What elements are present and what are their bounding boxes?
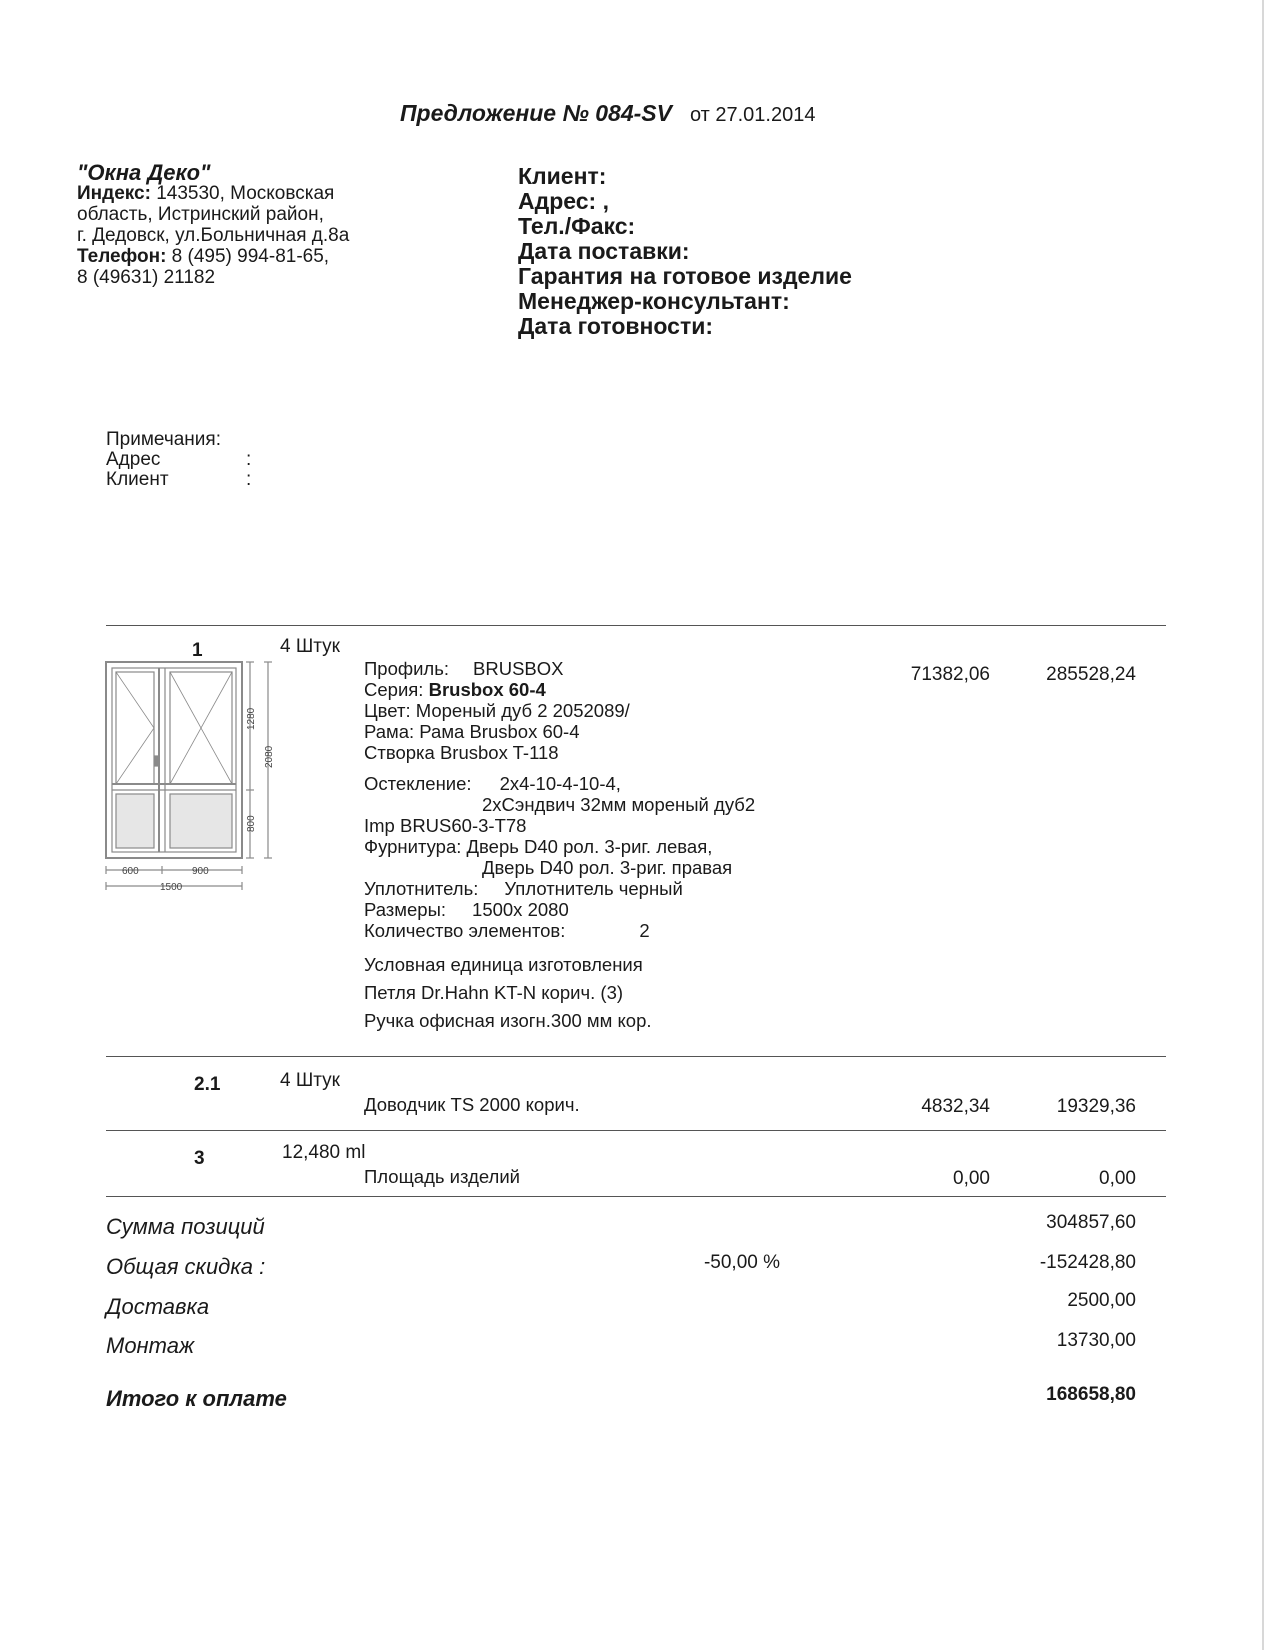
client-field: Адрес: , <box>518 188 609 214</box>
count-line: Количество элементов: 2 <box>364 920 650 941</box>
scan-edge <box>1262 0 1264 1650</box>
company-phone-line: 8 (49631) 21182 <box>77 267 216 288</box>
item-unit-price: 4832,34 <box>921 1096 990 1117</box>
dim-label: 800 <box>246 815 257 832</box>
dim-label: 900 <box>192 866 209 877</box>
spec-line: Створка Brusbox T-118 <box>364 742 559 763</box>
company-block <box>77 162 349 288</box>
offer-date: от 27.01.2014 <box>689 104 816 126</box>
spec-line: Рама: Рама Brusbox 60-4 <box>364 721 580 742</box>
item-description: Доводчик TS 2000 корич. <box>364 1094 580 1115</box>
offer-number: Предложение № 084-SV <box>400 100 672 126</box>
table-divider <box>106 625 1166 626</box>
item-number: 2.1 <box>194 1074 221 1095</box>
glazing-line-2: 2хСэндвич 32мм мореный дуб2 <box>482 794 756 815</box>
item-quantity: 4 Штук <box>280 1070 340 1091</box>
item-unit-price: 0,00 <box>953 1168 990 1189</box>
seal-line: Уплотнитель: Уплотнитель черный <box>364 878 683 899</box>
profile-line: Профиль: BRUSBOX <box>364 658 564 679</box>
company-address-line: область, Истринский район, <box>77 204 324 225</box>
dim-label: 2080 <box>264 745 275 768</box>
extra-line: Условная единица изготовления <box>364 954 643 975</box>
notes-row: Адрес : <box>106 449 252 470</box>
item-description: Площадь изделий <box>364 1166 521 1187</box>
install-value: 13730,00 <box>1056 1330 1136 1351</box>
client-field: Дата готовности: <box>518 313 714 339</box>
table-divider <box>106 1196 1166 1197</box>
window-drawing <box>104 660 294 900</box>
extra-line: Петля Dr.Hahn KT-N корич. (3) <box>364 982 624 1003</box>
imp-line: Imp BRUS60-3-T78 <box>364 815 527 836</box>
install-label: Монтаж <box>106 1333 195 1358</box>
discount-label: Общая скидка : <box>106 1254 266 1279</box>
client-field: Гарантия на готовое изделие <box>518 263 852 289</box>
item-description <box>364 658 755 1035</box>
client-field: Тел./Факс: <box>518 213 636 239</box>
spec-line: Цвет: Мореный дуб 2 2052089/ <box>364 700 630 721</box>
fittings-line-2: Дверь D40 рол. 3-риг. правая <box>482 857 733 878</box>
item-total: 285528,24 <box>1046 664 1136 685</box>
delivery-label: Доставка <box>106 1294 210 1319</box>
item-number: 1 <box>192 640 203 661</box>
discount-percent: -50,00 % <box>703 1252 780 1273</box>
company-index: Индекс: 143530, Московская <box>77 183 335 204</box>
sum-label: Сумма позиций <box>106 1214 265 1239</box>
dim-label: 1500 <box>160 882 183 893</box>
dim-label: 600 <box>122 866 139 877</box>
document-title <box>400 100 815 127</box>
sum-value: 304857,60 <box>1046 1212 1136 1233</box>
notes-row: Клиент : <box>106 469 252 490</box>
glazing-line: Остекление: 2x4-10-4-10-4, <box>364 773 621 794</box>
grand-total-label: Итого к оплате <box>106 1386 287 1411</box>
company-phone: Телефон: 8 (495) 994-81-65, <box>77 246 330 267</box>
item-total: 19329,36 <box>1056 1096 1136 1117</box>
client-field: Клиент: <box>518 163 607 189</box>
grand-total-value: 168658,80 <box>1046 1384 1136 1405</box>
client-block <box>518 164 852 339</box>
company-address-line: г. Дедовск, ул.Больничная д.8а <box>77 225 350 246</box>
client-field: Менеджер-консультант: <box>518 288 790 314</box>
notes-block <box>106 430 251 490</box>
item-number: 3 <box>194 1148 205 1169</box>
series-line: Серия: Brusbox 60-4 <box>364 679 546 700</box>
sizes-line: Размеры: 1500x 2080 <box>364 899 569 920</box>
item-total: 0,00 <box>1099 1168 1136 1189</box>
table-divider <box>106 1056 1166 1057</box>
notes-title: Примечания: <box>106 429 221 450</box>
table-divider <box>106 1130 1166 1131</box>
extra-line: Ручка офисная изогн.300 мм кор. <box>364 1010 652 1031</box>
company-name: "Окна Деко" <box>77 160 211 185</box>
discount-value: -152428,80 <box>1039 1252 1136 1273</box>
dim-label: 1280 <box>246 707 257 730</box>
delivery-value: 2500,00 <box>1067 1290 1136 1311</box>
client-field: Дата поставки: <box>518 238 690 264</box>
item-quantity: 12,480 ml <box>282 1142 366 1163</box>
item-quantity: 4 Штук <box>280 636 340 657</box>
fittings-line: Фурнитура: Дверь D40 рол. 3-риг. левая, <box>364 836 713 857</box>
item-unit-price: 71382,06 <box>910 664 990 685</box>
